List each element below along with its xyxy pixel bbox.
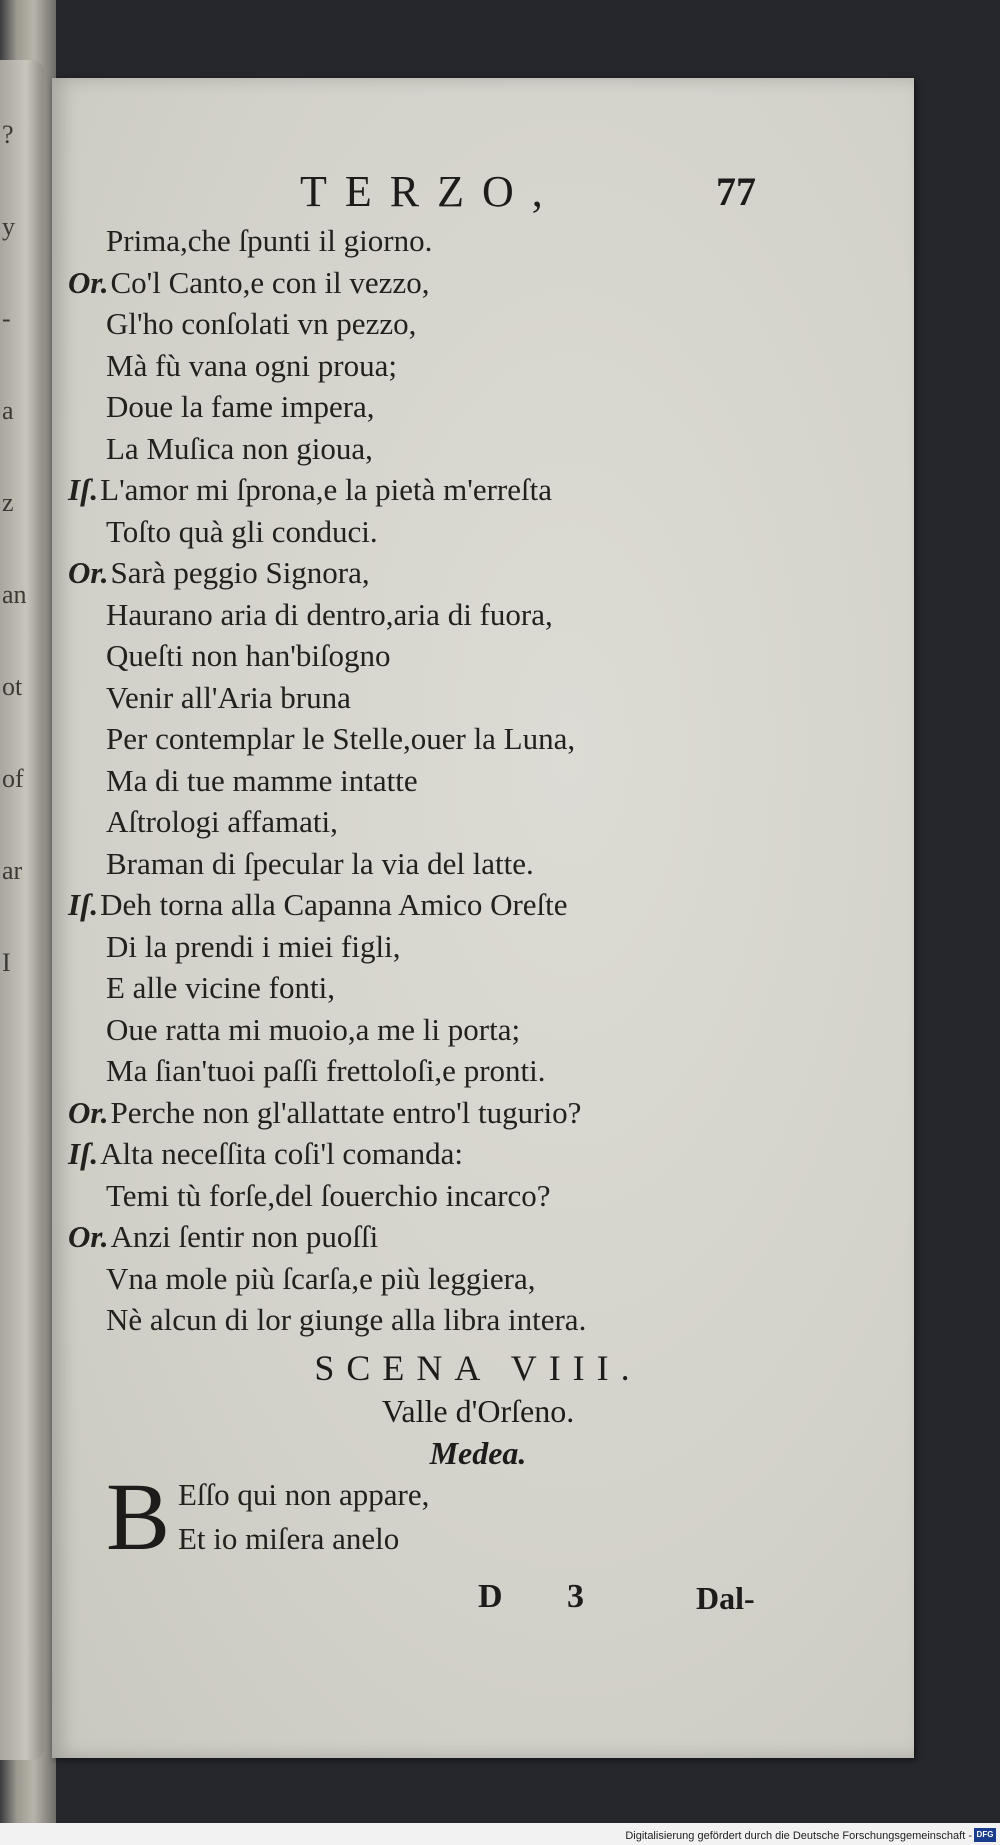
text-line xyxy=(68,967,888,1009)
line-text: Haurano aria di dentro,aria di fuora, xyxy=(106,596,553,632)
text-line xyxy=(68,594,888,636)
facing-page-glyph: I xyxy=(2,948,11,977)
line-text: Anzi ſentir non puoſſi xyxy=(110,1219,379,1254)
facing-page-glyph: y xyxy=(2,212,15,241)
running-head: TERZO, xyxy=(300,167,561,216)
line-text: Venir all'Aria bruna xyxy=(106,679,351,715)
line-text: Ma ſian'tuoi paſſi frettoloſi,e pronti. xyxy=(106,1053,546,1088)
facing-page-glyph: ar xyxy=(2,856,23,885)
line-text: La Muſica non gioua, xyxy=(106,430,373,466)
text-line xyxy=(68,926,888,968)
facing-page-glyph: of xyxy=(2,764,24,793)
line-text: Di la prendi i miei figli, xyxy=(106,928,401,964)
text-line xyxy=(68,884,888,926)
page-number: 77 xyxy=(716,169,756,214)
line-text: Queſti non han'biſogno xyxy=(106,638,391,673)
scene-opening-lines xyxy=(68,1463,888,1570)
speaker-label: Or. xyxy=(68,555,109,590)
facing-page-glyph: ot xyxy=(2,672,23,701)
line-text: Mà fù vana ogni proua; xyxy=(106,347,397,383)
text-line xyxy=(68,718,888,760)
line-text: Aſtrologi affamati, xyxy=(106,804,338,839)
text-line xyxy=(68,345,888,387)
catchword: Dal- xyxy=(696,1580,755,1616)
line-text: Alta neceſſita coſi'l comanda: xyxy=(100,1136,463,1171)
text-line xyxy=(68,469,888,511)
scene-line-1: Eſſo qui non appare, xyxy=(178,1477,430,1512)
scene-line-2: Et io miſera anelo xyxy=(178,1521,400,1556)
scene-heading: SCENA VIII. xyxy=(314,1348,642,1388)
text-line xyxy=(68,220,888,262)
speaker-label: Or. xyxy=(68,264,109,300)
dialogue-text xyxy=(68,220,888,1341)
speaker-label: Or. xyxy=(68,1219,109,1254)
text-line xyxy=(68,511,888,553)
line-text: Co'l Canto,e con il vezzo, xyxy=(110,264,430,300)
facing-page-glyph: an xyxy=(2,580,27,609)
text-line xyxy=(68,760,888,802)
text-line xyxy=(68,386,888,428)
text-line xyxy=(68,428,888,470)
text-line xyxy=(68,1258,888,1300)
text-line xyxy=(68,1299,888,1341)
credit-text: Digitalisierung gefördert durch die Deutsche Forschungsgemeinschaft - xyxy=(625,1830,972,1842)
line-text: Temi tù forſe,del ſouerchio incarco? xyxy=(106,1177,551,1213)
book-page xyxy=(52,78,914,1758)
credit-bar xyxy=(0,1823,1000,1845)
scene-block xyxy=(68,1342,888,1630)
dfg-logo: DFG xyxy=(974,1828,996,1842)
scene-setting: Valle d'Orſeno. xyxy=(381,1393,575,1429)
facing-page-glyph: z xyxy=(2,488,14,517)
line-text: Doue la fame impera, xyxy=(106,389,375,424)
text-line xyxy=(68,262,888,304)
facing-page-glyph: a xyxy=(2,396,14,425)
text-line xyxy=(68,552,888,594)
speaker-label: Or. xyxy=(68,1094,109,1130)
text-line xyxy=(68,677,888,719)
line-text: Deh torna alla Capanna Amico Oreſte xyxy=(100,887,568,922)
signature-mark: D 3 xyxy=(478,1578,613,1615)
text-line xyxy=(68,1092,888,1134)
scene-character: Medea. xyxy=(429,1435,527,1471)
line-text: Vna mole più ſcarſa,e più leggiera, xyxy=(106,1260,536,1296)
text-line xyxy=(68,801,888,843)
line-text: Toſto quà gli conduci. xyxy=(106,513,378,549)
page-footer xyxy=(68,1570,888,1630)
text-line xyxy=(68,1175,888,1217)
drop-cap-initial: B xyxy=(106,1463,171,1570)
line-text: Oue ratta mi muoio,a me li porta; xyxy=(106,1011,521,1047)
text-line xyxy=(68,1133,888,1175)
line-text: Ma di tue mamme intatte xyxy=(106,762,418,798)
text-line xyxy=(68,303,888,345)
facing-page-glyph: - xyxy=(2,304,11,333)
line-text: Braman di ſpecular la via del latte. xyxy=(106,845,534,881)
line-text: Perche non gl'allattate entro'l tugurio? xyxy=(110,1094,582,1130)
speaker-label: Iſ. xyxy=(68,887,99,922)
line-text: Nè alcun di lor giunge alla libra intera. xyxy=(106,1302,587,1337)
line-text: Per contemplar le Stelle,ouer la Luna, xyxy=(106,721,576,756)
text-line xyxy=(68,1050,888,1092)
text-line xyxy=(68,1216,888,1258)
line-text: Prima,che ſpunti il giorno. xyxy=(106,223,433,258)
line-text: Gl'ho conſolati vn pezzo, xyxy=(106,306,417,341)
page-header xyxy=(52,166,914,226)
line-text: Sarà peggio Signora, xyxy=(110,555,370,590)
line-text: E alle vicine fonti, xyxy=(106,970,335,1005)
facing-page-edge xyxy=(0,60,44,1760)
speaker-label: Iſ. xyxy=(68,1136,99,1171)
facing-page-glyph: ? xyxy=(2,120,14,149)
text-line xyxy=(68,635,888,677)
speaker-label: Iſ. xyxy=(68,472,99,507)
text-line xyxy=(68,843,888,885)
text-line xyxy=(68,1009,888,1051)
line-text: L'amor mi ſprona,e la pietà m'erreſta xyxy=(100,472,553,507)
